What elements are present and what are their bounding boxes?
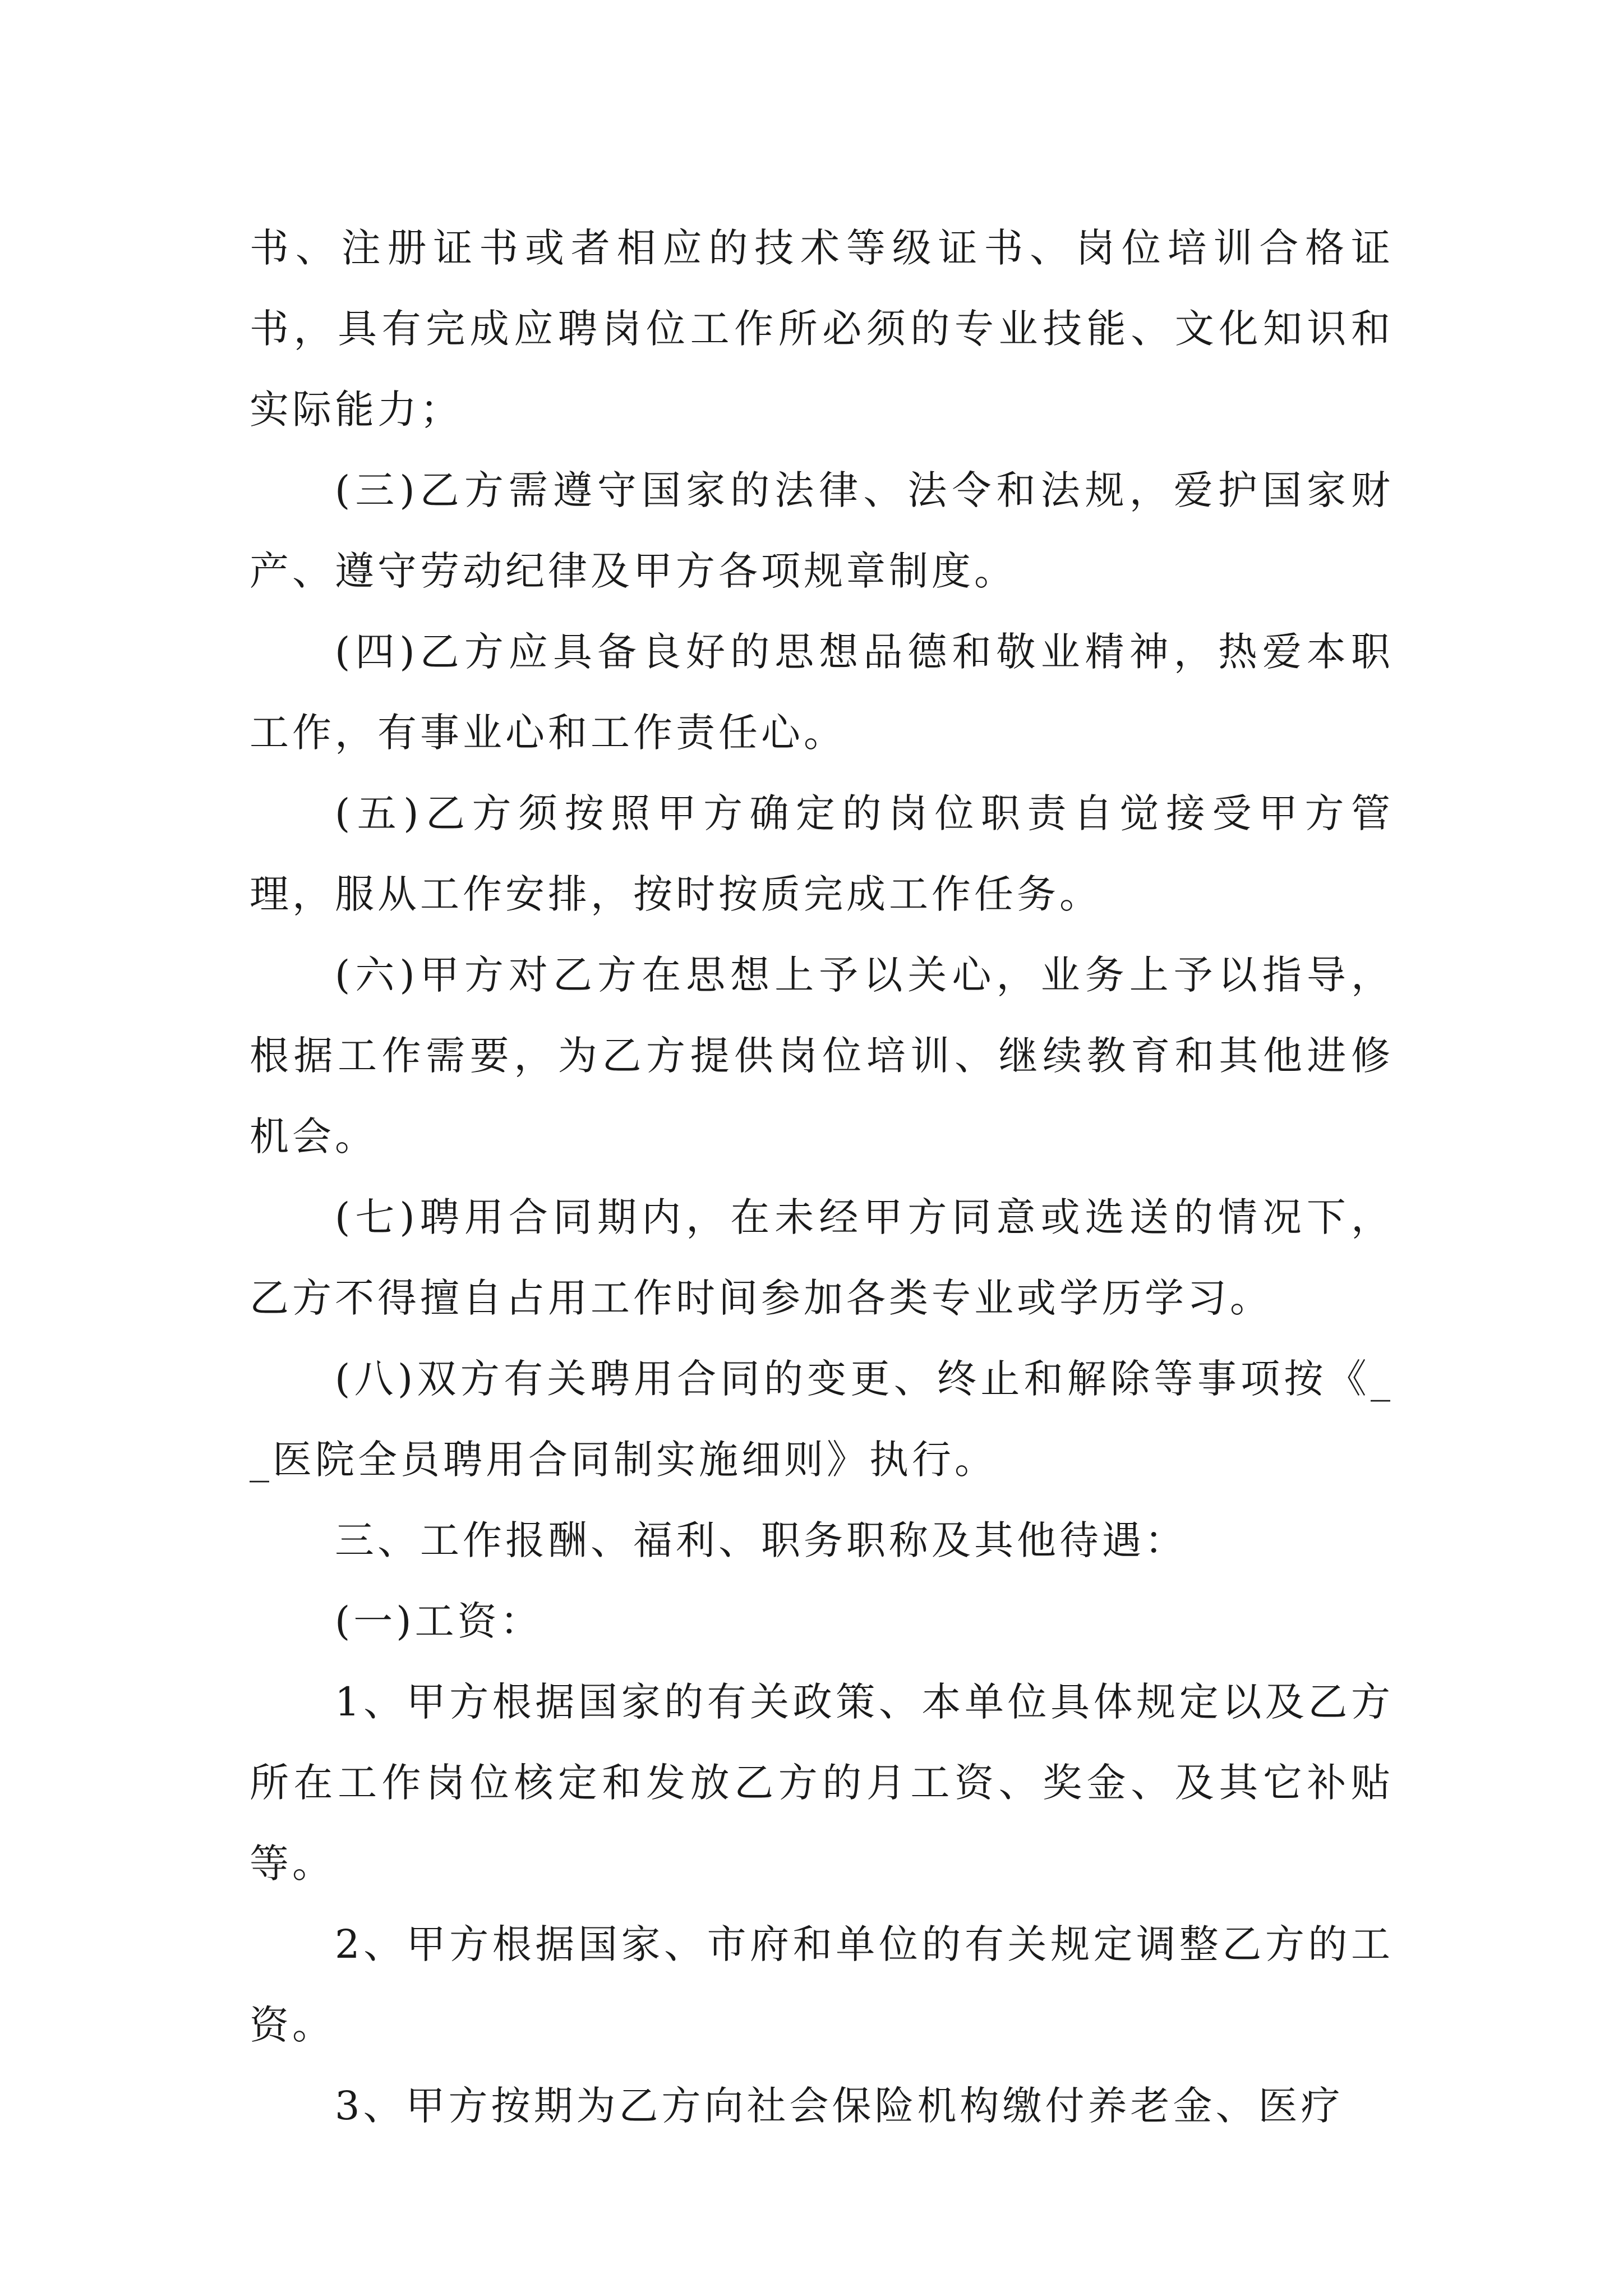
paragraph-item-1: 1、甲方根据国家的有关政策、本单位具体规定以及乙方所在工作岗位核定和发放乙方的月工资、奖金、及其它补贴等。 <box>250 1679 1394 1887</box>
paragraph-3: (四)乙方应具备良好的思想品德和敬业精神，热爱本职工作，有事业心和工作责任心。 <box>250 629 1394 756</box>
paragraph-6: (七)聘用合同期内，在未经甲方同意或选送的情况下，乙方不得擅自占用工作时间参加各类专业或学历学习。 <box>250 1194 1394 1321</box>
paragraph-4: (五)乙方须按照甲方确定的岗位职责自觉接受甲方管理，服从工作安排，按时按质完成工作任务。 <box>250 790 1394 917</box>
document-body <box>250 208 1394 2146</box>
paragraph-7: (八)双方有关聘用合同的变更、终止和解除等事项按《__医院全员聘用合同制实施细则》执行。 <box>250 1356 1394 1483</box>
paragraph-2: (三)乙方需遵守国家的法律、法令和法规，爱护国家财产、遵守劳动纪律及甲方各项规章制度。 <box>250 467 1394 594</box>
paragraph-item-3: 3、甲方按期为乙方向社会保险机构缴付养老金、医疗 <box>335 2083 1344 2129</box>
paragraph-1: 书、注册证书或者相应的技术等级证书、岗位培训合格证书，具有完成应聘岗位工作所必须的专业技能、文化知识和实际能力； <box>250 225 1394 432</box>
paragraph-item-2: 2、甲方根据国家、市府和单位的有关规定调整乙方的工资。 <box>250 1921 1394 2048</box>
paragraph-5: (六)甲方对乙方在思想上予以关心，业务上予以指导，根据工作需要，为乙方提供岗位培训、继续教育和其他进修机会。 <box>250 952 1394 1159</box>
subsection-heading: (一)工资： <box>335 1598 543 1644</box>
section-heading: 三、工作报酬、福利、职务职称及其他待遇： <box>335 1517 1187 1563</box>
